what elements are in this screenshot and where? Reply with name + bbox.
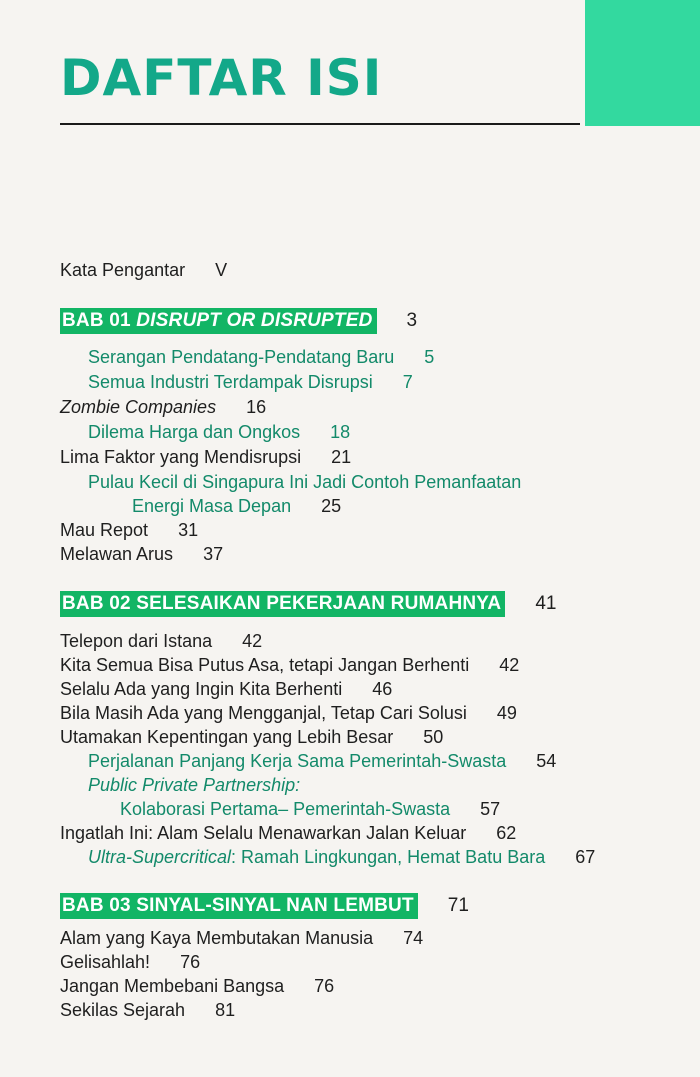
- toc-entry-page: 5: [424, 347, 435, 367]
- chapter-bar: [60, 591, 505, 617]
- toc-entry-page: 50: [423, 727, 444, 747]
- toc-entry[interactable]: [88, 420, 350, 444]
- toc-entry[interactable]: [88, 845, 595, 869]
- corner-accent-block: [585, 0, 700, 126]
- page-title: DAFTAR ISI: [60, 49, 383, 107]
- toc-entry-preface[interactable]: [60, 258, 227, 282]
- toc-entry-label: Dilema Harga dan Ongkos: [88, 422, 301, 442]
- toc-entry-page: 7: [402, 372, 413, 392]
- toc-entry-page: 42: [242, 631, 263, 651]
- toc-entry-page: 62: [496, 823, 517, 843]
- toc-entry[interactable]: [60, 542, 223, 566]
- toc-entry-label: Utamakan Kepentingan yang Lebih Besar: [60, 727, 394, 747]
- chapter-heading-bab-01[interactable]: [60, 308, 417, 334]
- chapter-title: SELESAIKAN PEKERJAAN RUMAHNYA: [136, 593, 502, 614]
- toc-entry-page: 46: [372, 679, 393, 699]
- toc-entry-label: Lima Faktor yang Mendisrupsi: [60, 447, 302, 467]
- toc-entry[interactable]: [60, 445, 351, 469]
- chapter-number: BAB 02: [62, 593, 131, 614]
- toc-entry-label: Ingatlah Ini: Alam Selalu Menawarkan Jalan Keluar: [60, 823, 467, 843]
- toc-entry[interactable]: [88, 370, 413, 394]
- chapter-heading-bab-02[interactable]: [60, 591, 557, 617]
- toc-entry[interactable]: [60, 395, 266, 419]
- toc-entry-label: Alam yang Kaya Membutakan Manusia: [60, 928, 374, 948]
- toc-entry-label: Zombie Companies: [60, 397, 217, 417]
- toc-entry[interactable]: [60, 653, 519, 677]
- toc-entry-page: 49: [496, 703, 517, 723]
- toc-entry-page: 81: [215, 1000, 236, 1020]
- toc-entry[interactable]: [60, 677, 392, 701]
- chapter-bar: [60, 308, 377, 334]
- toc-entry[interactable]: [60, 821, 516, 845]
- toc-entry-label: Selalu Ada yang Ingin Kita Berhenti: [60, 679, 343, 699]
- toc-entry-continuation[interactable]: [132, 494, 341, 518]
- toc-entry-label: Melawan Arus: [60, 544, 174, 564]
- toc-entry-page: 54: [536, 751, 557, 771]
- toc-entry-label: Bila Masih Ada yang Mengganjal, Tetap Cari Solusi: [60, 703, 467, 723]
- toc-entry-label-emphasis: Ultra-Supercritical: [88, 847, 232, 867]
- toc-entry[interactable]: [60, 950, 200, 974]
- toc-entry-label: Pulau Kecil di Singapura Ini Jadi Contoh Pemanfaatan: [88, 472, 522, 492]
- toc-entry-page: 74: [403, 928, 424, 948]
- title-underline: [60, 123, 580, 125]
- chapter-title: SINYAL-SINYAL NAN LEMBUT: [136, 895, 414, 916]
- toc-entry-page: 21: [331, 447, 352, 467]
- chapter-number: BAB 01: [62, 310, 131, 331]
- toc-entry-label: Mau Repot: [60, 520, 149, 540]
- toc-entry-continuation[interactable]: [120, 797, 500, 821]
- chapter-page: 41: [535, 593, 557, 614]
- toc-entry-page: 57: [480, 799, 501, 819]
- toc-entry-page: 67: [575, 847, 596, 867]
- toc-entry[interactable]: [60, 998, 235, 1022]
- toc-entry[interactable]: [88, 773, 300, 797]
- toc-entry-label: Public Private Partnership:: [88, 775, 301, 795]
- toc-entry-page: V: [215, 260, 228, 280]
- chapter-title: DISRUPT OR DISRUPTED: [136, 310, 373, 331]
- toc-entry-label: Perjalanan Panjang Kerja Sama Pemerintah-Swasta: [88, 751, 507, 771]
- toc-entry-label: Kita Semua Bisa Putus Asa, tetapi Jangan Berhenti: [60, 655, 470, 675]
- toc-entry-label: Kata Pengantar: [60, 260, 186, 280]
- toc-entry-page: 76: [180, 952, 201, 972]
- toc-entry[interactable]: [60, 629, 262, 653]
- toc-entry-page: 42: [499, 655, 520, 675]
- chapter-page: 3: [406, 310, 418, 331]
- toc-entry-label: Serangan Pendatang-Pendatang Baru: [88, 347, 395, 367]
- toc-entry[interactable]: [88, 470, 521, 494]
- toc-entry-page: 37: [203, 544, 224, 564]
- toc-entry-page: 25: [321, 496, 342, 516]
- toc-entry-page: 18: [330, 422, 351, 442]
- chapter-number: BAB 03: [62, 895, 131, 916]
- chapter-page: 71: [447, 895, 469, 916]
- toc-entry-label: : Ramah Lingkungan, Hemat Batu Bara: [231, 847, 546, 867]
- toc-entry[interactable]: [60, 926, 423, 950]
- toc-entry[interactable]: [60, 518, 198, 542]
- toc-entry-label: Semua Industri Terdampak Disrupsi: [88, 372, 373, 392]
- toc-entry[interactable]: [60, 974, 334, 998]
- toc-entry[interactable]: [60, 725, 443, 749]
- toc-entry-label: Sekilas Sejarah: [60, 1000, 186, 1020]
- toc-entry[interactable]: [88, 749, 556, 773]
- toc-entry-label: Telepon dari Istana: [60, 631, 213, 651]
- toc-entry[interactable]: [60, 701, 517, 725]
- toc-entry-page: 76: [314, 976, 335, 996]
- toc-entry-label: Energi Masa Depan: [132, 496, 292, 516]
- toc-entry-label: Jangan Membebani Bangsa: [60, 976, 285, 996]
- toc-entry-label: Kolaborasi Pertama– Pemerintah-Swasta: [120, 799, 451, 819]
- toc-entry[interactable]: [88, 345, 434, 369]
- toc-entry-page: 16: [246, 397, 267, 417]
- chapter-bar: [60, 893, 418, 919]
- toc-entry-label: Gelisahlah!: [60, 952, 151, 972]
- toc-entry-page: 31: [178, 520, 199, 540]
- chapter-heading-bab-03[interactable]: [60, 893, 469, 919]
